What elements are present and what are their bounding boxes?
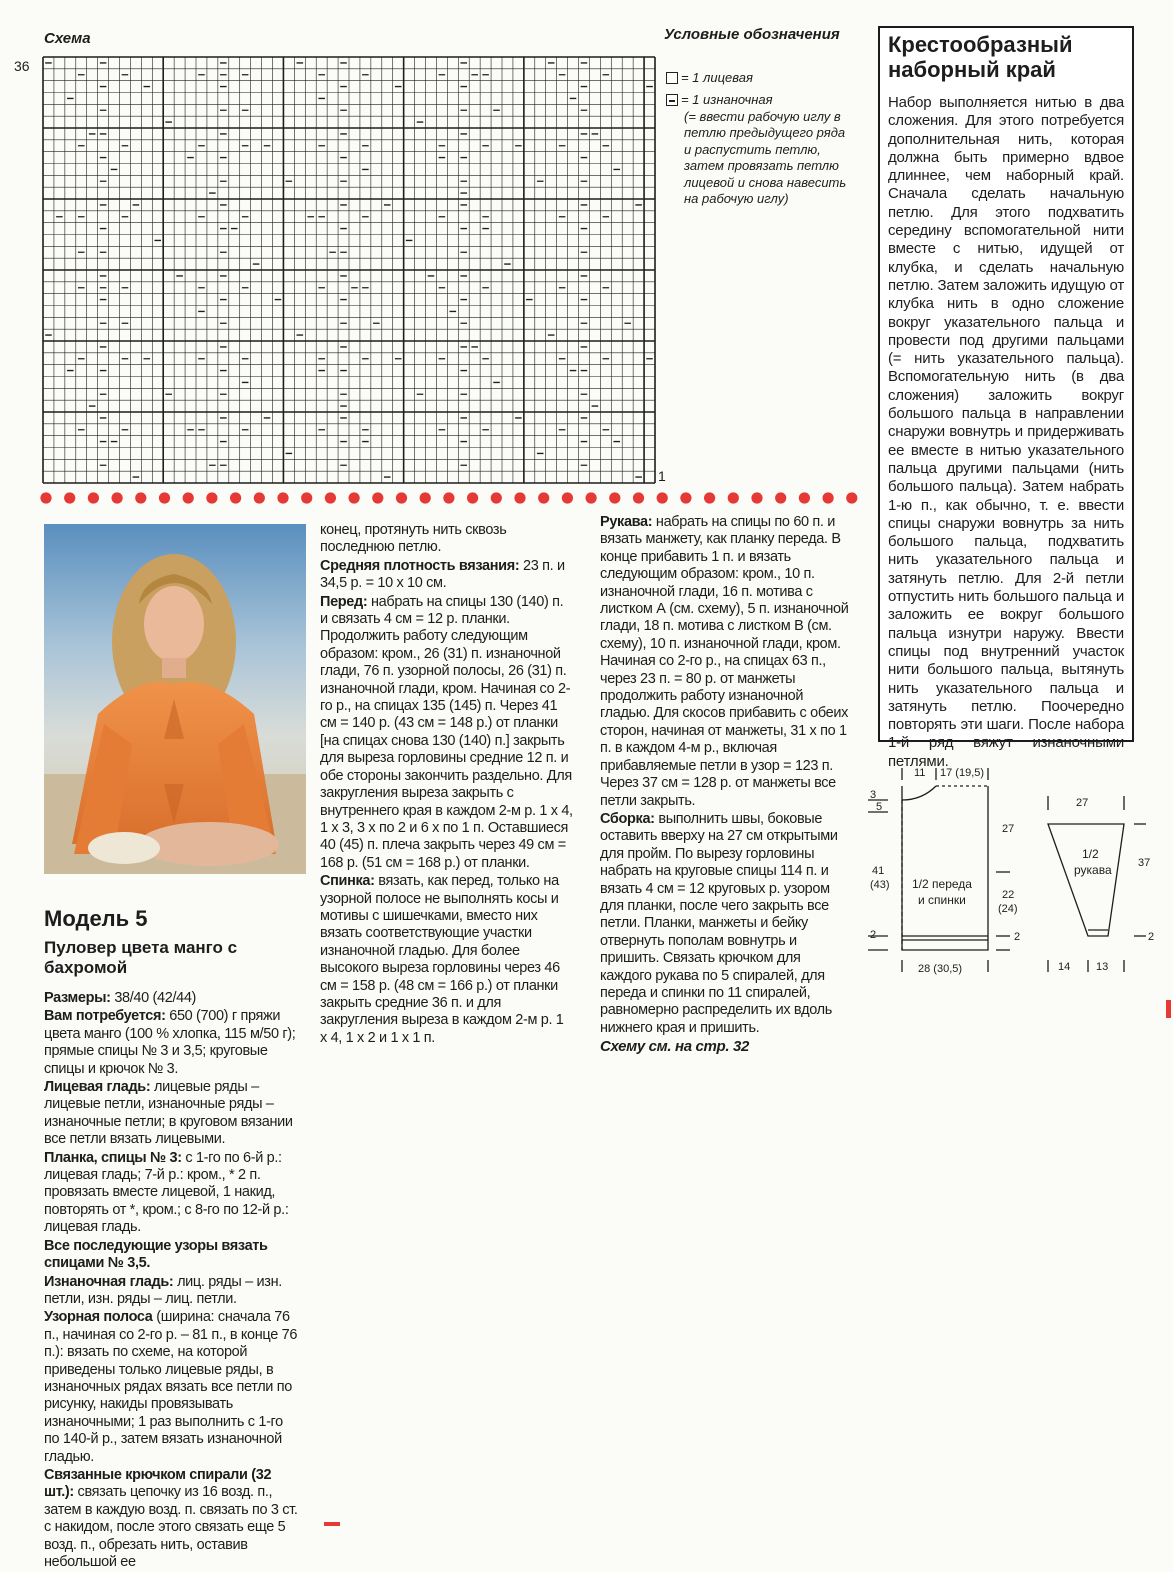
paragraph: Все последующие узоры вязать спицами № 3,5.	[44, 1237, 268, 1272]
divider-dot	[799, 492, 810, 503]
dotted-divider	[40, 488, 855, 508]
front-band-right: 2	[1014, 931, 1021, 943]
sidebar-text: Набор выполняется нитью в два сложения. Для этого потребуется дополнительная нить, которая должна быть примерно вдвое длиннее, чем наборный край. Сначала сделать начальную петлю. Для этого подхватить середину вспомогательной нити вместе с нитью, идущей от клубка, и сделать начальную петлю. Затем заложить идущую от клубка нить в одно сложение вокруг указательного пальца и провести под другими пальцами (= нить указательного пальца). Вспомогательную нить (в два сложения) заложить вокруг большого пальца в направлении снаружи вовнутрь и придерживать ее вместе в нитью указательного пальца другими пальцами (нить большого пальца). Затем набрать 1-ю п., как обычно, т. е. ввести спицы снаружи вовнутрь за нить большого пальца, подхватить нить указательного пальца и затянуть петлю. Для 2-й петли отпустить нить большого пальца и заложить ее вокруг большого пальца изнутри наружу. Ввести спицы под внутренний участок нити большого пальца, вытянуть нить указательного пальца и затянуть петлю. Поочередно повторять эти шаги. После набора 1-й ряд вяжут изнаночными петлями.	[888, 94, 1124, 770]
front-top-right: 17 (19,5)	[940, 767, 985, 779]
legend-note: (= ввести рабочую иглу в петлю предыдущего ряда и распустить петлю, затем провязать петлю лицевой и снова навесить на рабочую иглу)	[684, 109, 847, 207]
legend-title: Условные обозначения	[664, 26, 840, 43]
divider-dot	[633, 492, 644, 503]
divider-dot	[775, 492, 786, 503]
sleeve-bottom-left: 14	[1058, 961, 1071, 973]
divider-dot	[467, 492, 478, 503]
knitting-chart	[42, 56, 656, 484]
divider-dot	[254, 492, 265, 503]
divider-dot	[372, 492, 383, 503]
paragraph: Сборка: выполнить швы, боковые оставить вверху на 27 см открытыми для пройм. По вырезу горловины набрать на круговые спицы 114 п. и вязать 4 см = 12 круговых р. узором для планки, после чего закрыть все петли. Планки, манжеты и бейку отвернуть пополам вовнутрь и пришить. Связать крючком для каждого рукава по 5 спиралей, для переда и спинки по 11 спиралей, равномерно распределить их вдоль нижнего края и пришить.	[600, 810, 838, 1036]
front-band-left: 2	[870, 929, 877, 941]
paragraph: Вам потребуется: 650 (700) г пряжи цвета манго (100 % хлопка, 115 м/50 г); прямые спицы № 3 и 3,5; круговые спицы и крючок № 3.	[44, 1008, 296, 1077]
front-height: 41	[872, 865, 885, 877]
divider-dot	[396, 492, 407, 503]
divider-dot	[728, 492, 739, 503]
sidebar-box	[878, 26, 1134, 770]
instructions-column-2	[320, 522, 574, 1048]
legend-knit-label: = 1 лицевая	[681, 70, 753, 85]
sleeve-label-2: рукава	[1074, 863, 1112, 877]
divider-dot	[491, 492, 502, 503]
divider-dot	[206, 492, 217, 503]
red-margin-mark	[1166, 1000, 1171, 1018]
page-number: 36	[14, 58, 30, 74]
legend-purl-label: = 1 изнаночная	[681, 92, 773, 107]
paragraph: Лицевая гладь: лицевые ряды – лицевые петли, изнаночные ряды – изнаночные петли; в круговом вязании все петли вязать лицевыми.	[44, 1079, 293, 1148]
paragraph: Планка, спицы № 3: с 1-го по 6-й р.: лицевая гладь; 7-й р.: кром., * 2 п. провязать вместе лицевой, 1 накид, повторять от *, кром.; с 8-го по 12-й р.: лицевая гладь.	[44, 1149, 289, 1236]
model-subtitle: Пуловер цвета манго с бахромой	[44, 938, 238, 977]
paragraph: Перед: набрать на спицы 130 (140) п. и связать 4 см = 12 р. планки. Продолжить работу следующим образом: кром., 26 (31) п. изнаночной глади, 76 п. узорной полосы, 26 (31) п. изнаночной глади, кром. Начиная со 2-го р., на спицах 135 (145) п. Через 41 см = 140 р. (43 см = 148 р.) от планки [на спицах снова 130 (140) п.] закрыть для выреза горловины средние 12 п. и обе стороны закончить раздельно. Для закругления выреза закрыть с внутреннего края в каждом 2-м р. 1 х 4, 1 х 3, 3 х по 2 и 6 х по 1 п. Оставшиеся 40 (45) п. плеча закрыть через 49 см = 168 р. (51 см = 168 р.) от планки.	[320, 593, 573, 871]
divider-dot	[112, 492, 123, 503]
paragraph: Размеры: 38/40 (42/44)	[44, 990, 197, 1006]
divider-dot	[586, 492, 597, 503]
instructions-column-1	[44, 990, 300, 1572]
divider-dot	[301, 492, 312, 503]
sleeve-top: 27	[1076, 797, 1089, 809]
legend-knit	[666, 70, 753, 86]
sleeve-bottom-right: 13	[1096, 961, 1109, 973]
sleeve-band: 2	[1148, 931, 1155, 943]
front-armhole: 27	[1002, 823, 1015, 835]
paragraph: Спинка: вязать, как перед, только на узорной полосе не выполнять косы и мотивы с шишечками, вместо них вязать соответствующие участки изнаночной гладью. Для более высокого выреза горловины через 46 см = 158 р. (48 см = 166 р.) от планки закрыть средние 36 п. и для закругления выреза в каждом 2-м р. 1 х 4, 1 х 2 и 1 х 1 п.	[320, 873, 564, 1046]
divider-dot	[183, 492, 194, 503]
front-left-b: 5	[876, 801, 883, 813]
model-photo	[44, 524, 306, 874]
divider-dot	[609, 492, 620, 503]
schema-title: Схема	[44, 30, 91, 47]
sleeve-length: 37	[1138, 857, 1151, 869]
model-title: Модель 5	[44, 906, 148, 931]
divider-dot	[751, 492, 762, 503]
divider-dot	[88, 492, 99, 503]
divider-dot	[846, 492, 857, 503]
divider-dot	[657, 492, 668, 503]
divider-dot	[277, 492, 288, 503]
sleeve-label-1: 1/2	[1082, 847, 1099, 861]
divider-dot	[443, 492, 454, 503]
front-height-alt: (43)	[870, 879, 890, 891]
sleeve-outline	[1048, 824, 1124, 936]
instructions-column-3	[600, 514, 854, 1057]
divider-dot	[135, 492, 146, 503]
red-margin-mark	[324, 1522, 340, 1526]
divider-dot	[680, 492, 691, 503]
row-number: 1	[658, 468, 666, 484]
paragraph: конец, протянуть нить сквозь последнюю петлю.	[320, 522, 507, 556]
paragraph: Рукава: набрать на спицы по 60 п. и вязать манжету, как планку переда. В конце прибавить 1 п. и вязать следующим образом: кром., 10 п. изнаночной глади, 16 п. мотива с листком А (см. схему), 5 п. изнаночной глади, 18 п. мотива с листком В (см. схему), 10 п. изнаночной глади, кром. Начиная со 2-го р., на спицах 63 п., через 23 п. = 80 р. от манжеты продолжить работу изнаночной гладью. Для скосов прибавить с обеих сторон, начиная от манжеты, 31 х по 1 п. в каждом 4-м р., включая прибавляемые петли в узор = 123 п. Через 37 см = 128 р. от манжеты все петли закрыть.	[600, 514, 849, 809]
legend-purl	[666, 92, 773, 108]
divider-dot	[538, 492, 549, 503]
divider-dot	[823, 492, 834, 503]
front-left-a: 3	[870, 789, 877, 801]
divider-dot	[704, 492, 715, 503]
front-top-left: 11	[914, 767, 926, 779]
front-label-2: и спинки	[918, 893, 966, 907]
knit-symbol-icon	[666, 72, 678, 84]
paragraph: Узорная полоса (ширина: сначала 76 п., начиная со 2-го р. – 81 п., в конце 76 п.): вязать по схеме, на которой приведены только лицевые ряды, в изнаночных рядах вязать все петли по рисунку, накиды провязывать изнаночными; 1 раз выполнить с 1-го по 140-й р., затем вязать изнаночной гладью.	[44, 1309, 298, 1465]
front-side: 22	[1002, 889, 1015, 901]
divider-dot	[562, 492, 573, 503]
front-side-alt: (24)	[998, 903, 1018, 915]
divider-dot	[40, 492, 51, 503]
paragraph: Связанные крючком спирали (32 шт.): связать цепочку из 16 возд. п., затем в каждую возд. п. связать по 3 ст. с накидом, после этого связать еще 5 возд. п., обрезать нить, оставив небольшой ее	[44, 1466, 298, 1570]
front-outline	[902, 786, 988, 950]
front-label-1: 1/2 переда	[912, 877, 972, 891]
see-scheme-reference: Схему см. на стр. 32	[600, 1038, 749, 1056]
divider-dot	[514, 492, 525, 503]
divider-dot	[349, 492, 360, 503]
sidebar-title: Крестообразный наборный край	[888, 32, 1073, 82]
divider-dot	[325, 492, 336, 503]
divider-dot	[420, 492, 431, 503]
front-bottom: 28 (30,5)	[918, 963, 963, 975]
paragraph: Изнаночная гладь: лиц. ряды – изн. петли, изн. ряды – лиц. петли.	[44, 1273, 282, 1307]
divider-dot	[159, 492, 170, 503]
purl-symbol-icon	[666, 94, 678, 106]
front-neckline	[902, 786, 936, 800]
divider-dot	[230, 492, 241, 503]
divider-dot	[64, 492, 75, 503]
pattern-diagram	[862, 760, 1162, 990]
paragraph: Средняя плотность вязания: 23 п. и 34,5 р. = 10 х 10 см.	[320, 557, 565, 592]
